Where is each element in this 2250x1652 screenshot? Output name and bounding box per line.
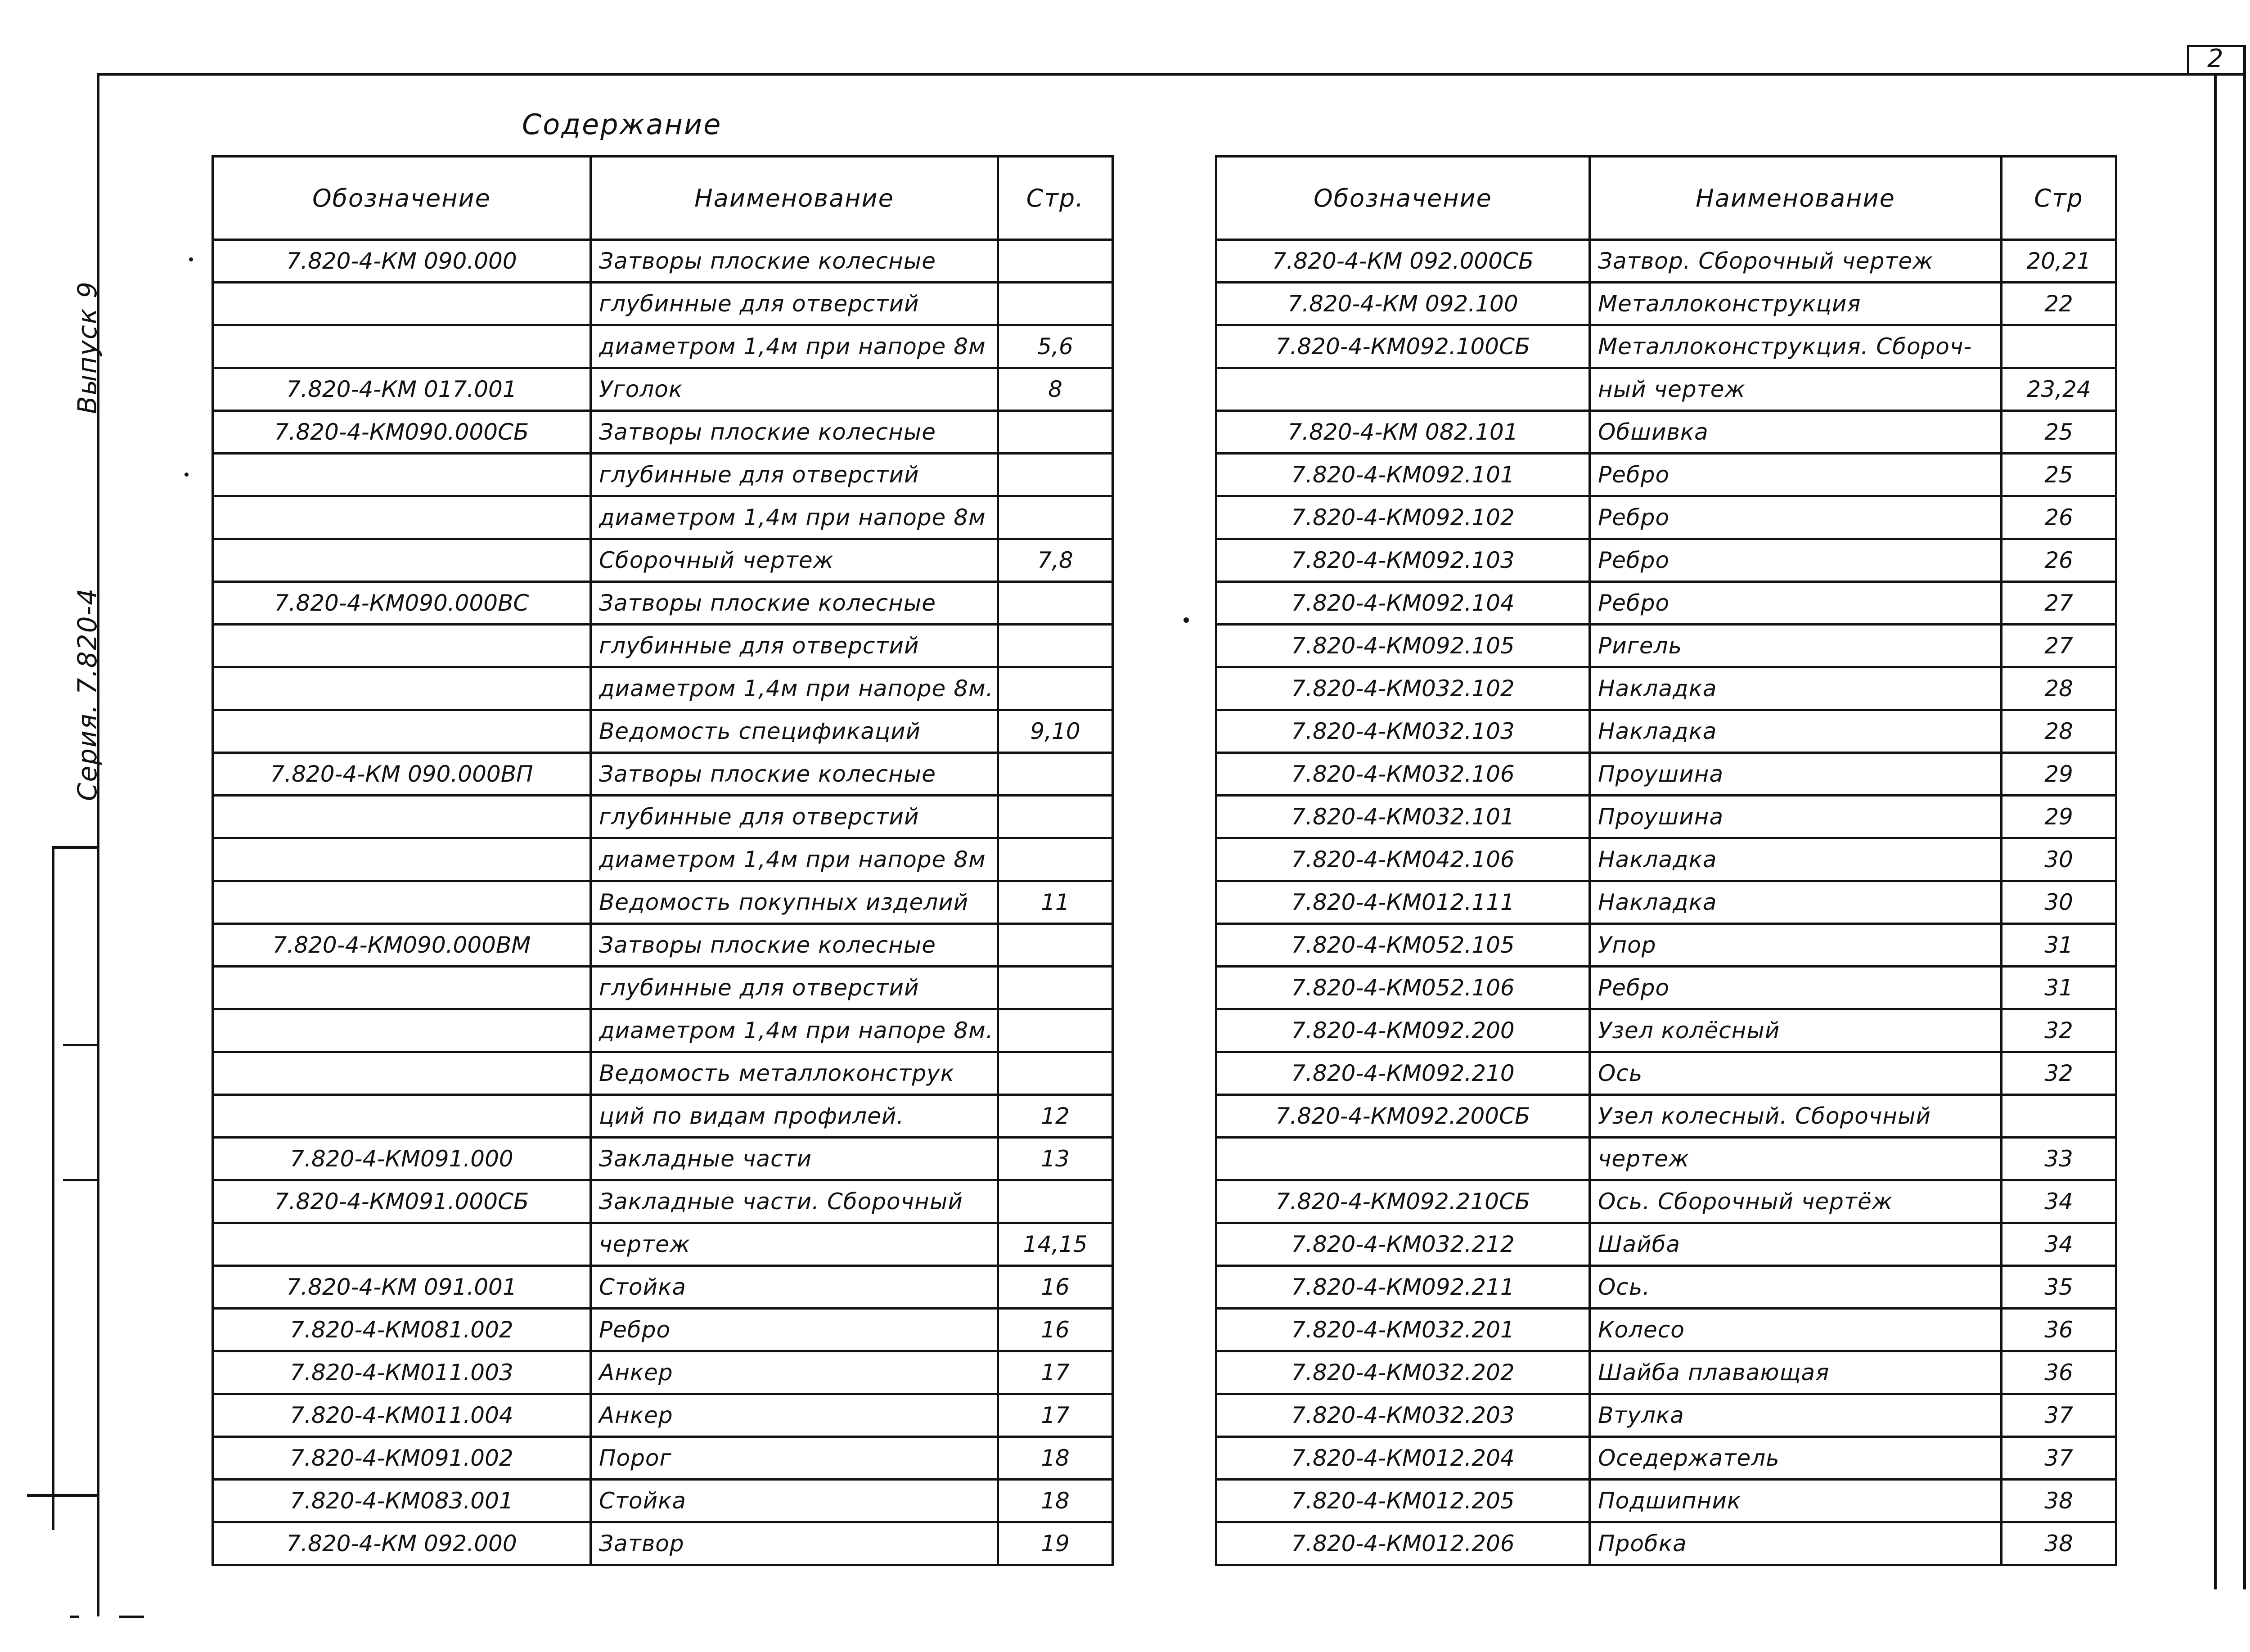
table-row <box>213 1437 1113 1480</box>
table-row <box>213 1266 1113 1309</box>
table-row <box>1216 625 2116 667</box>
margin-box-top <box>52 846 99 849</box>
scan-mark <box>189 257 193 261</box>
designation-cell: 7.820-4-КМ011.004 <box>213 1394 591 1437</box>
page-cell: 37 <box>2002 1394 2116 1437</box>
page-cell: 12 <box>998 1095 1113 1138</box>
page-cell <box>998 454 1113 496</box>
table-row <box>1216 1223 2116 1266</box>
designation-cell: 7.820-4-КМ032.106 <box>1216 753 1590 796</box>
table-row <box>1216 667 2116 710</box>
page-cell: 31 <box>2002 967 2116 1009</box>
table-row <box>1216 1437 2116 1480</box>
designation-cell: 7.820-4-КМ092.210СБ <box>1216 1180 1590 1223</box>
page-title: Содержание <box>522 108 722 141</box>
designation-cell: 7.820-4-КМ090.000ВС <box>213 582 591 625</box>
name-cell: Накладка <box>1590 838 2002 881</box>
page-cell: 33 <box>2002 1138 2116 1180</box>
name-cell: Ведомость металлоконструк <box>591 1052 998 1095</box>
page-cell <box>2002 1095 2116 1138</box>
name-cell: диаметром 1,4м при напоре 8м <box>591 838 998 881</box>
page-cell: 16 <box>998 1309 1113 1351</box>
name-cell: чертеж <box>1590 1138 2002 1180</box>
table-row <box>213 283 1113 325</box>
designation-cell: 7.820-4-КМ083.001 <box>213 1480 591 1522</box>
table-row <box>213 368 1113 411</box>
designation-cell: 7.820-4-КМ090.000ВМ <box>213 924 591 967</box>
name-cell: Ребро <box>1590 539 2002 582</box>
contents-table-right <box>1215 155 2117 1566</box>
designation-cell: 7.820-4-КМ032.102 <box>1216 667 1590 710</box>
designation-cell: 7.820-4-КМ032.203 <box>1216 1394 1590 1437</box>
designation-cell: 7.820-4-КМ092.105 <box>1216 625 1590 667</box>
table-row <box>1216 1394 2116 1437</box>
table-row <box>1216 1052 2116 1095</box>
name-cell: ций по видам профилей. <box>591 1095 998 1138</box>
name-cell: Ось <box>1590 1052 2002 1095</box>
page-cell <box>998 283 1113 325</box>
page-cell: 18 <box>998 1437 1113 1480</box>
name-cell: Накладка <box>1590 881 2002 924</box>
name-cell: Ведомость покупных изделий <box>591 881 998 924</box>
name-cell: глубинные для отверстий <box>591 454 998 496</box>
page-cell <box>998 796 1113 838</box>
table-row <box>213 1095 1113 1138</box>
table-row <box>1216 924 2116 967</box>
name-cell: Затвор. Сборочный чертеж <box>1590 240 2002 283</box>
table-row <box>1216 368 2116 411</box>
page-cell: 26 <box>2002 539 2116 582</box>
sheet-number: 2 <box>2207 44 2223 73</box>
table-row <box>213 710 1113 753</box>
designation-cell <box>213 454 591 496</box>
page-cell <box>998 667 1113 710</box>
name-cell: Закладные части. Сборочный <box>591 1180 998 1223</box>
name-cell: Затворы плоские колесные <box>591 240 998 283</box>
table-row <box>1216 411 2116 454</box>
designation-cell: 7.820-4-КМ 090.000 <box>213 240 591 283</box>
page-cell: 9,10 <box>998 710 1113 753</box>
designation-cell <box>213 710 591 753</box>
designation-cell: 7.820-4-КМ 092.000СБ <box>1216 240 1590 283</box>
table-row <box>1216 1266 2116 1309</box>
name-cell: Ребро <box>1590 967 2002 1009</box>
name-cell: Стойка <box>591 1266 998 1309</box>
designation-cell: 7.820-4-КМ052.106 <box>1216 967 1590 1009</box>
page-cell: 22 <box>2002 283 2116 325</box>
page-cell: 13 <box>998 1138 1113 1180</box>
name-cell: Затворы плоские колесные <box>591 753 998 796</box>
designation-cell <box>213 283 591 325</box>
table-row <box>213 753 1113 796</box>
page-cell: 37 <box>2002 1437 2116 1480</box>
page-cell: 30 <box>2002 881 2116 924</box>
name-cell: Ребро <box>1590 454 2002 496</box>
name-cell: Уголок <box>591 368 998 411</box>
designation-cell: 7.820-4-КМ052.105 <box>1216 924 1590 967</box>
table-row <box>213 240 1113 283</box>
page-cell: 8 <box>998 368 1113 411</box>
table-row <box>213 881 1113 924</box>
page-cell: 19 <box>998 1522 1113 1565</box>
table-row <box>1216 796 2116 838</box>
name-cell: Проушина <box>1590 796 2002 838</box>
designation-cell <box>213 539 591 582</box>
name-cell: Ось. <box>1590 1266 2002 1309</box>
designation-cell: 7.820-4-КМ032.201 <box>1216 1309 1590 1351</box>
page-cell <box>998 582 1113 625</box>
name-cell: Затвор <box>591 1522 998 1565</box>
page-cell <box>998 1180 1113 1223</box>
designation-cell: 7.820-4-КМ081.002 <box>213 1309 591 1351</box>
page-cell <box>998 838 1113 881</box>
page-cell: 14,15 <box>998 1223 1113 1266</box>
table-row <box>1216 710 2116 753</box>
page-cell: 17 <box>998 1394 1113 1437</box>
table-row <box>213 625 1113 667</box>
table-row <box>213 496 1113 539</box>
table-row <box>1216 838 2116 881</box>
page-cell: 31 <box>2002 924 2116 967</box>
name-cell: Анкер <box>591 1394 998 1437</box>
designation-cell: 7.820-4-КМ092.103 <box>1216 539 1590 582</box>
header-page: Стр <box>2002 157 2116 240</box>
designation-cell <box>213 1009 591 1052</box>
designation-cell: 7.820-4-КМ012.111 <box>1216 881 1590 924</box>
designation-cell <box>1216 1138 1590 1180</box>
table-row <box>1216 1522 2116 1565</box>
designation-cell <box>213 496 591 539</box>
page-cell: 26 <box>2002 496 2116 539</box>
frame-top-border <box>97 73 2243 76</box>
name-cell: Втулка <box>1590 1394 2002 1437</box>
designation-cell <box>213 881 591 924</box>
table-row <box>1216 496 2116 539</box>
table-row <box>1216 1138 2116 1180</box>
designation-cell <box>213 967 591 1009</box>
table-row <box>213 1180 1113 1223</box>
header-page: Стр. <box>998 157 1113 240</box>
designation-cell: 7.820-4-КМ032.101 <box>1216 796 1590 838</box>
table-row <box>213 1480 1113 1522</box>
page-cell: 5,6 <box>998 325 1113 368</box>
designation-cell <box>213 325 591 368</box>
designation-cell: 7.820-4-КМ090.000СБ <box>213 411 591 454</box>
designation-cell: 7.820-4-КМ012.206 <box>1216 1522 1590 1565</box>
designation-cell: 7.820-4-КМ032.202 <box>1216 1351 1590 1394</box>
side-stamp-series: Серия. 7.820-4 <box>72 587 103 801</box>
page-cell: 27 <box>2002 625 2116 667</box>
table-row <box>1216 1351 2116 1394</box>
name-cell: Затворы плоские колесные <box>591 582 998 625</box>
name-cell: Накладка <box>1590 667 2002 710</box>
page-cell <box>998 240 1113 283</box>
designation-cell: 7.820-4-КМ 091.001 <box>213 1266 591 1309</box>
bottom-tick <box>119 1616 144 1618</box>
table-row <box>1216 1480 2116 1522</box>
designation-cell: 7.820-4-КМ091.000СБ <box>213 1180 591 1223</box>
designation-cell: 7.820-4-КМ092.200 <box>1216 1009 1590 1052</box>
designation-cell: 7.820-4-КМ032.212 <box>1216 1223 1590 1266</box>
designation-cell: 7.820-4-КМ092.211 <box>1216 1266 1590 1309</box>
designation-cell: 7.820-4-КМ012.205 <box>1216 1480 1590 1522</box>
table-row <box>213 1223 1113 1266</box>
name-cell: Ведомость спецификаций <box>591 710 998 753</box>
table-row <box>1216 1309 2116 1351</box>
name-cell: Шайба плавающая <box>1590 1351 2002 1394</box>
table-row <box>1216 1180 2116 1223</box>
table-row <box>1216 1009 2116 1052</box>
page-cell: 23,24 <box>2002 368 2116 411</box>
name-cell: чертеж <box>591 1223 998 1266</box>
designation-cell <box>213 838 591 881</box>
page-cell: 27 <box>2002 582 2116 625</box>
designation-cell: 7.820-4-КМ092.100СБ <box>1216 325 1590 368</box>
name-cell: Затворы плоские колесные <box>591 924 998 967</box>
header-name: Наименование <box>1590 157 2002 240</box>
page-cell <box>998 924 1113 967</box>
name-cell: Оседержатель <box>1590 1437 2002 1480</box>
table-row <box>1216 454 2116 496</box>
frame-right-border <box>2214 73 2217 1589</box>
designation-cell: 7.820-4-КМ092.102 <box>1216 496 1590 539</box>
name-cell: Анкер <box>591 1351 998 1394</box>
margin-box-sep2 <box>63 1179 99 1181</box>
designation-cell: 7.820-4-КМ092.200СБ <box>1216 1095 1590 1138</box>
designation-cell: 7.820-4-КМ091.000 <box>213 1138 591 1180</box>
name-cell: Проушина <box>1590 753 2002 796</box>
name-cell: Узел колесный. Сборочный <box>1590 1095 2002 1138</box>
table-row <box>213 924 1113 967</box>
page-cell <box>998 1009 1113 1052</box>
table-header-row <box>1216 157 2116 240</box>
designation-cell: 7.820-4-КМ091.002 <box>213 1437 591 1480</box>
name-cell: Ребро <box>1590 582 2002 625</box>
table-row <box>213 1138 1113 1180</box>
table-row <box>1216 753 2116 796</box>
designation-cell: 7.820-4-КМ 092.100 <box>1216 283 1590 325</box>
designation-cell: 7.820-4-КМ011.003 <box>213 1351 591 1394</box>
margin-box-sep1 <box>63 1044 99 1046</box>
designation-cell: 7.820-4-КМ 092.000 <box>213 1522 591 1565</box>
name-cell: Ребро <box>591 1309 998 1351</box>
designation-cell <box>213 1052 591 1095</box>
name-cell: Узел колёсный <box>1590 1009 2002 1052</box>
page-cell: 18 <box>998 1480 1113 1522</box>
page-cell <box>998 411 1113 454</box>
page-cell: 11 <box>998 881 1113 924</box>
frame-outer-right-border <box>2243 45 2246 1589</box>
page-cell: 30 <box>2002 838 2116 881</box>
page-cell: 28 <box>2002 710 2116 753</box>
table-row <box>213 582 1113 625</box>
page-cell <box>998 967 1113 1009</box>
name-cell: Затворы плоские колесные <box>591 411 998 454</box>
page-cell: 25 <box>2002 454 2116 496</box>
table-row <box>1216 539 2116 582</box>
table-row <box>1216 1095 2116 1138</box>
name-cell: Ось. Сборочный чертёж <box>1590 1180 2002 1223</box>
designation-cell: 7.820-4-КМ092.101 <box>1216 454 1590 496</box>
page-cell: 34 <box>2002 1180 2116 1223</box>
name-cell: Сборочный чертеж <box>591 539 998 582</box>
page-cell <box>998 753 1113 796</box>
name-cell: Накладка <box>1590 710 2002 753</box>
table-row <box>1216 325 2116 368</box>
margin-box-outer <box>52 846 54 1530</box>
name-cell: глубинные для отверстий <box>591 967 998 1009</box>
page-cell <box>2002 325 2116 368</box>
page-cell: 20,21 <box>2002 240 2116 283</box>
name-cell: Закладные части <box>591 1138 998 1180</box>
page-cell: 36 <box>2002 1351 2116 1394</box>
page-cell: 17 <box>998 1351 1113 1394</box>
sheet-number-box-left <box>2187 45 2189 73</box>
page-cell: 29 <box>2002 796 2116 838</box>
designation-cell <box>213 796 591 838</box>
name-cell: Обшивка <box>1590 411 2002 454</box>
page-cell <box>998 496 1113 539</box>
bottom-tick-2 <box>70 1616 79 1618</box>
header-name: Наименование <box>591 157 998 240</box>
name-cell: диаметром 1,4м при напоре 8м <box>591 496 998 539</box>
page-cell: 16 <box>998 1266 1113 1309</box>
table-row <box>213 1351 1113 1394</box>
page-cell: 7,8 <box>998 539 1113 582</box>
designation-cell: 7.820-4-КМ012.204 <box>1216 1437 1590 1480</box>
table-row <box>213 967 1113 1009</box>
side-stamp-issue: Выпуск 9 <box>72 280 103 414</box>
name-cell: Ребро <box>1590 496 2002 539</box>
table-row <box>1216 283 2116 325</box>
designation-cell <box>213 667 591 710</box>
table-row <box>1216 967 2116 1009</box>
page-cell: 32 <box>2002 1009 2116 1052</box>
page-cell: 25 <box>2002 411 2116 454</box>
designation-cell <box>213 625 591 667</box>
name-cell: диаметром 1,4м при напоре 8м. <box>591 667 998 710</box>
name-cell: Шайба <box>1590 1223 2002 1266</box>
header-designation: Обозначение <box>213 157 591 240</box>
scan-mark <box>1184 617 1189 623</box>
table-row <box>213 1394 1113 1437</box>
designation-cell <box>1216 368 1590 411</box>
page-cell: 34 <box>2002 1223 2116 1266</box>
table-row <box>1216 240 2116 283</box>
scan-mark <box>184 473 189 477</box>
page-cell: 28 <box>2002 667 2116 710</box>
designation-cell <box>213 1095 591 1138</box>
table-row <box>213 667 1113 710</box>
name-cell: диаметром 1,4м при напоре 8м. <box>591 1009 998 1052</box>
designation-cell: 7.820-4-КМ092.210 <box>1216 1052 1590 1095</box>
designation-cell: 7.820-4-КМ032.103 <box>1216 710 1590 753</box>
page-cell: 32 <box>2002 1052 2116 1095</box>
name-cell: Ригель <box>1590 625 2002 667</box>
margin-box-sep3 <box>27 1494 99 1497</box>
table-row <box>213 411 1113 454</box>
designation-cell <box>213 1223 591 1266</box>
contents-table-left <box>212 155 1114 1566</box>
name-cell: глубинные для отверстий <box>591 625 998 667</box>
page-cell: 29 <box>2002 753 2116 796</box>
table-row <box>213 838 1113 881</box>
name-cell: Металлоконструкция. Сбороч- <box>1590 325 2002 368</box>
name-cell: глубинные для отверстий <box>591 283 998 325</box>
page-cell <box>998 625 1113 667</box>
table-header-row <box>213 157 1113 240</box>
name-cell: ный чертеж <box>1590 368 2002 411</box>
table-row <box>213 1052 1113 1095</box>
name-cell: Порог <box>591 1437 998 1480</box>
designation-cell: 7.820-4-КМ 090.000ВП <box>213 753 591 796</box>
name-cell: Металлоконструкция <box>1590 283 2002 325</box>
name-cell: Упор <box>1590 924 2002 967</box>
table-row <box>213 1522 1113 1565</box>
table-row <box>213 1009 1113 1052</box>
name-cell: глубинные для отверстий <box>591 796 998 838</box>
page-cell: 35 <box>2002 1266 2116 1309</box>
table-row <box>213 539 1113 582</box>
table-row <box>213 454 1113 496</box>
table-row <box>1216 881 2116 924</box>
page-cell: 38 <box>2002 1480 2116 1522</box>
designation-cell: 7.820-4-КМ042.106 <box>1216 838 1590 881</box>
page-cell <box>998 1052 1113 1095</box>
table-row <box>213 796 1113 838</box>
page-cell: 36 <box>2002 1309 2116 1351</box>
name-cell: диаметром 1,4м при напоре 8м <box>591 325 998 368</box>
designation-cell: 7.820-4-КМ092.104 <box>1216 582 1590 625</box>
name-cell: Пробка <box>1590 1522 2002 1565</box>
page-cell: 38 <box>2002 1522 2116 1565</box>
table-row <box>1216 582 2116 625</box>
designation-cell: 7.820-4-КМ 082.101 <box>1216 411 1590 454</box>
table-row <box>213 1309 1113 1351</box>
name-cell: Колесо <box>1590 1309 2002 1351</box>
table-row <box>213 325 1113 368</box>
designation-cell: 7.820-4-КМ 017.001 <box>213 368 591 411</box>
name-cell: Подшипник <box>1590 1480 2002 1522</box>
name-cell: Стойка <box>591 1480 998 1522</box>
header-designation: Обозначение <box>1216 157 1590 240</box>
